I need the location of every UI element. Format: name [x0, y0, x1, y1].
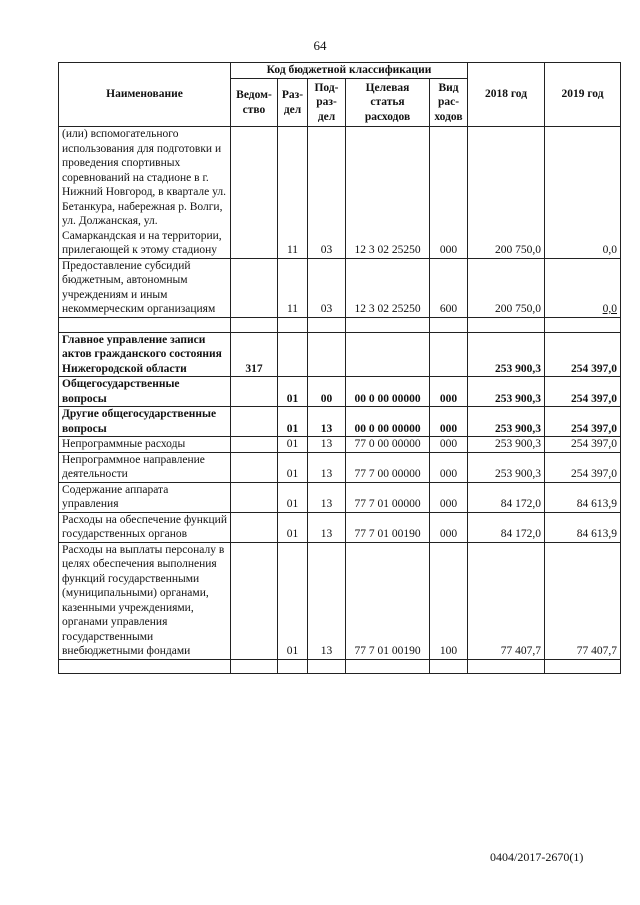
- spacer-row: [59, 317, 621, 332]
- table-row: [59, 407, 621, 437]
- spacer-row-cell: [430, 317, 468, 332]
- row-name: (или) вспомогательного использования для подготовки и проведения спортивных соревнований на стадионе в г. Нижний Новгород, в квартале ул. Бетанкура, набережная р. Волги, ул. Должанская, ул. Самаркандская и на территории, прилегающей к этому стадиону: [59, 127, 231, 259]
- row-vedomstvo: [231, 482, 278, 512]
- table-row: [59, 542, 621, 659]
- row-tselevaya: 77 7 01 00000: [346, 482, 430, 512]
- spacer-row-cell: [346, 317, 430, 332]
- spacer-row-cell: [468, 317, 545, 332]
- row-vedomstvo: [231, 542, 278, 659]
- empty-row-cell: [308, 659, 346, 673]
- row-name: Предоставление субсидий бюджетным, автономным учреждениям и иным некоммерческим организациям: [59, 258, 231, 317]
- row-razdel: 01: [278, 407, 308, 437]
- table-body: [59, 127, 621, 674]
- row-razdel: 01: [278, 512, 308, 542]
- table-row: [59, 512, 621, 542]
- row-vid: 000: [430, 127, 468, 259]
- row-vid: 100: [430, 542, 468, 659]
- row-podrazdel: 13: [308, 542, 346, 659]
- row-value-2018: 253 900,3: [468, 452, 545, 482]
- row-razdel: 01: [278, 452, 308, 482]
- row-value-2019: 77 407,7: [545, 542, 621, 659]
- row-razdel: 11: [278, 127, 308, 259]
- row-podrazdel: 13: [308, 437, 346, 453]
- row-razdel: 11: [278, 258, 308, 317]
- row-value-2019: 254 397,0: [545, 332, 621, 377]
- row-vid: 000: [430, 377, 468, 407]
- row-name: Непрограммные расходы: [59, 437, 231, 453]
- table-row: [59, 482, 621, 512]
- row-value-2018: 253 900,3: [468, 332, 545, 377]
- row-podrazdel: 13: [308, 452, 346, 482]
- row-vedomstvo: [231, 512, 278, 542]
- row-value-2018: 200 750,0: [468, 258, 545, 317]
- table-row: [59, 258, 621, 317]
- row-podrazdel: 03: [308, 127, 346, 259]
- row-name: Другие общегосударственные вопросы: [59, 407, 231, 437]
- empty-row-cell: [468, 659, 545, 673]
- row-tselevaya: 77 7 01 00190: [346, 542, 430, 659]
- row-name: Непрограммное направление деятельности: [59, 452, 231, 482]
- row-razdel: 01: [278, 377, 308, 407]
- table-row: [59, 452, 621, 482]
- header-razdel: Раз- дел: [278, 79, 308, 127]
- row-vid: 000: [430, 407, 468, 437]
- row-vid: 000: [430, 437, 468, 453]
- row-podrazdel: 13: [308, 482, 346, 512]
- row-tselevaya: 12 3 02 25250: [346, 258, 430, 317]
- row-name: Расходы на обеспечение функций государственных органов: [59, 512, 231, 542]
- empty-row: [59, 659, 621, 673]
- row-vid: 000: [430, 452, 468, 482]
- row-podrazdel: 13: [308, 512, 346, 542]
- row-value-2018: 84 172,0: [468, 482, 545, 512]
- empty-row-cell: [346, 659, 430, 673]
- row-vedomstvo: [231, 258, 278, 317]
- row-tselevaya: 77 7 00 00000: [346, 452, 430, 482]
- row-vedomstvo: [231, 377, 278, 407]
- row-vid: 000: [430, 482, 468, 512]
- row-value-2019: 254 397,0: [545, 437, 621, 453]
- table-row: [59, 437, 621, 453]
- row-tselevaya: [346, 332, 430, 377]
- spacer-row-cell: [545, 317, 621, 332]
- row-value-2019: [545, 258, 621, 317]
- row-value-2018: 253 900,3: [468, 407, 545, 437]
- row-podrazdel: 00: [308, 377, 346, 407]
- row-name: Главное управление записи актов гражданского состояния Нижегородской области: [59, 332, 231, 377]
- header-year-2019: 2019 год: [545, 63, 621, 127]
- empty-row-cell: [278, 659, 308, 673]
- row-name: Содержание аппарата управления: [59, 482, 231, 512]
- row-value-2019: 0,0: [545, 127, 621, 259]
- row-razdel: [278, 332, 308, 377]
- row-vid: 000: [430, 512, 468, 542]
- row-tselevaya: 00 0 00 00000: [346, 407, 430, 437]
- row-vedomstvo: [231, 452, 278, 482]
- row-value-2019: 84 613,9: [545, 482, 621, 512]
- row-value-2019: 254 397,0: [545, 452, 621, 482]
- row-value-2019: 254 397,0: [545, 407, 621, 437]
- row-value-2018: 84 172,0: [468, 512, 545, 542]
- header-classification-group: Код бюджетной классификации: [231, 63, 468, 79]
- row-tselevaya: 77 7 01 00190: [346, 512, 430, 542]
- row-razdel: 01: [278, 437, 308, 453]
- row-value-2019: 254 397,0: [545, 377, 621, 407]
- row-name: Общегосударственные вопросы: [59, 377, 231, 407]
- row-vid: 600: [430, 258, 468, 317]
- row-value-2018: 253 900,3: [468, 377, 545, 407]
- header-row-1: [59, 63, 621, 79]
- row-value-2018: 200 750,0: [468, 127, 545, 259]
- row-podrazdel: 13: [308, 407, 346, 437]
- row-razdel: 01: [278, 542, 308, 659]
- header-tselevaya: Целевая статья расходов: [346, 79, 430, 127]
- row-tselevaya: 00 0 00 00000: [346, 377, 430, 407]
- row-razdel: 01: [278, 482, 308, 512]
- table-row: [59, 127, 621, 259]
- empty-row-cell: [59, 659, 231, 673]
- header-podrazdel: Под- раз- дел: [308, 79, 346, 127]
- document-code: 0404/2017-2670(1): [490, 850, 584, 864]
- row-value-2018: 77 407,7: [468, 542, 545, 659]
- spacer-row-cell: [231, 317, 278, 332]
- row-value-2019-underlined: 0,0: [602, 303, 617, 315]
- header-year-2018: 2018 год: [468, 63, 545, 127]
- row-value-2019: 84 613,9: [545, 512, 621, 542]
- spacer-row-cell: [278, 317, 308, 332]
- row-value-2018: 253 900,3: [468, 437, 545, 453]
- empty-row-cell: [430, 659, 468, 673]
- table-row: [59, 332, 621, 377]
- table-row: [59, 377, 621, 407]
- row-vedomstvo: [231, 127, 278, 259]
- spacer-row-cell: [308, 317, 346, 332]
- empty-row-cell: [231, 659, 278, 673]
- row-podrazdel: 03: [308, 258, 346, 317]
- row-tselevaya: 12 3 02 25250: [346, 127, 430, 259]
- header-vid: Вид рас- ходов: [430, 79, 468, 127]
- row-vedomstvo: 317: [231, 332, 278, 377]
- header-name: Наименование: [59, 63, 231, 127]
- budget-table: [58, 62, 621, 674]
- row-tselevaya: 77 0 00 00000: [346, 437, 430, 453]
- empty-row-cell: [545, 659, 621, 673]
- page-number: 64: [313, 38, 327, 53]
- row-vid: [430, 332, 468, 377]
- row-vedomstvo: [231, 437, 278, 453]
- header-vedomstvo: Ведом- ство: [231, 79, 278, 127]
- row-podrazdel: [308, 332, 346, 377]
- row-vedomstvo: [231, 407, 278, 437]
- spacer-row-cell: [59, 317, 231, 332]
- row-name: Расходы на выплаты персоналу в целях обеспечения выполнения функций государственными (муниципальными) органами, казенными учреждениями, органами управления государственными внебюджетными фондами: [59, 542, 231, 659]
